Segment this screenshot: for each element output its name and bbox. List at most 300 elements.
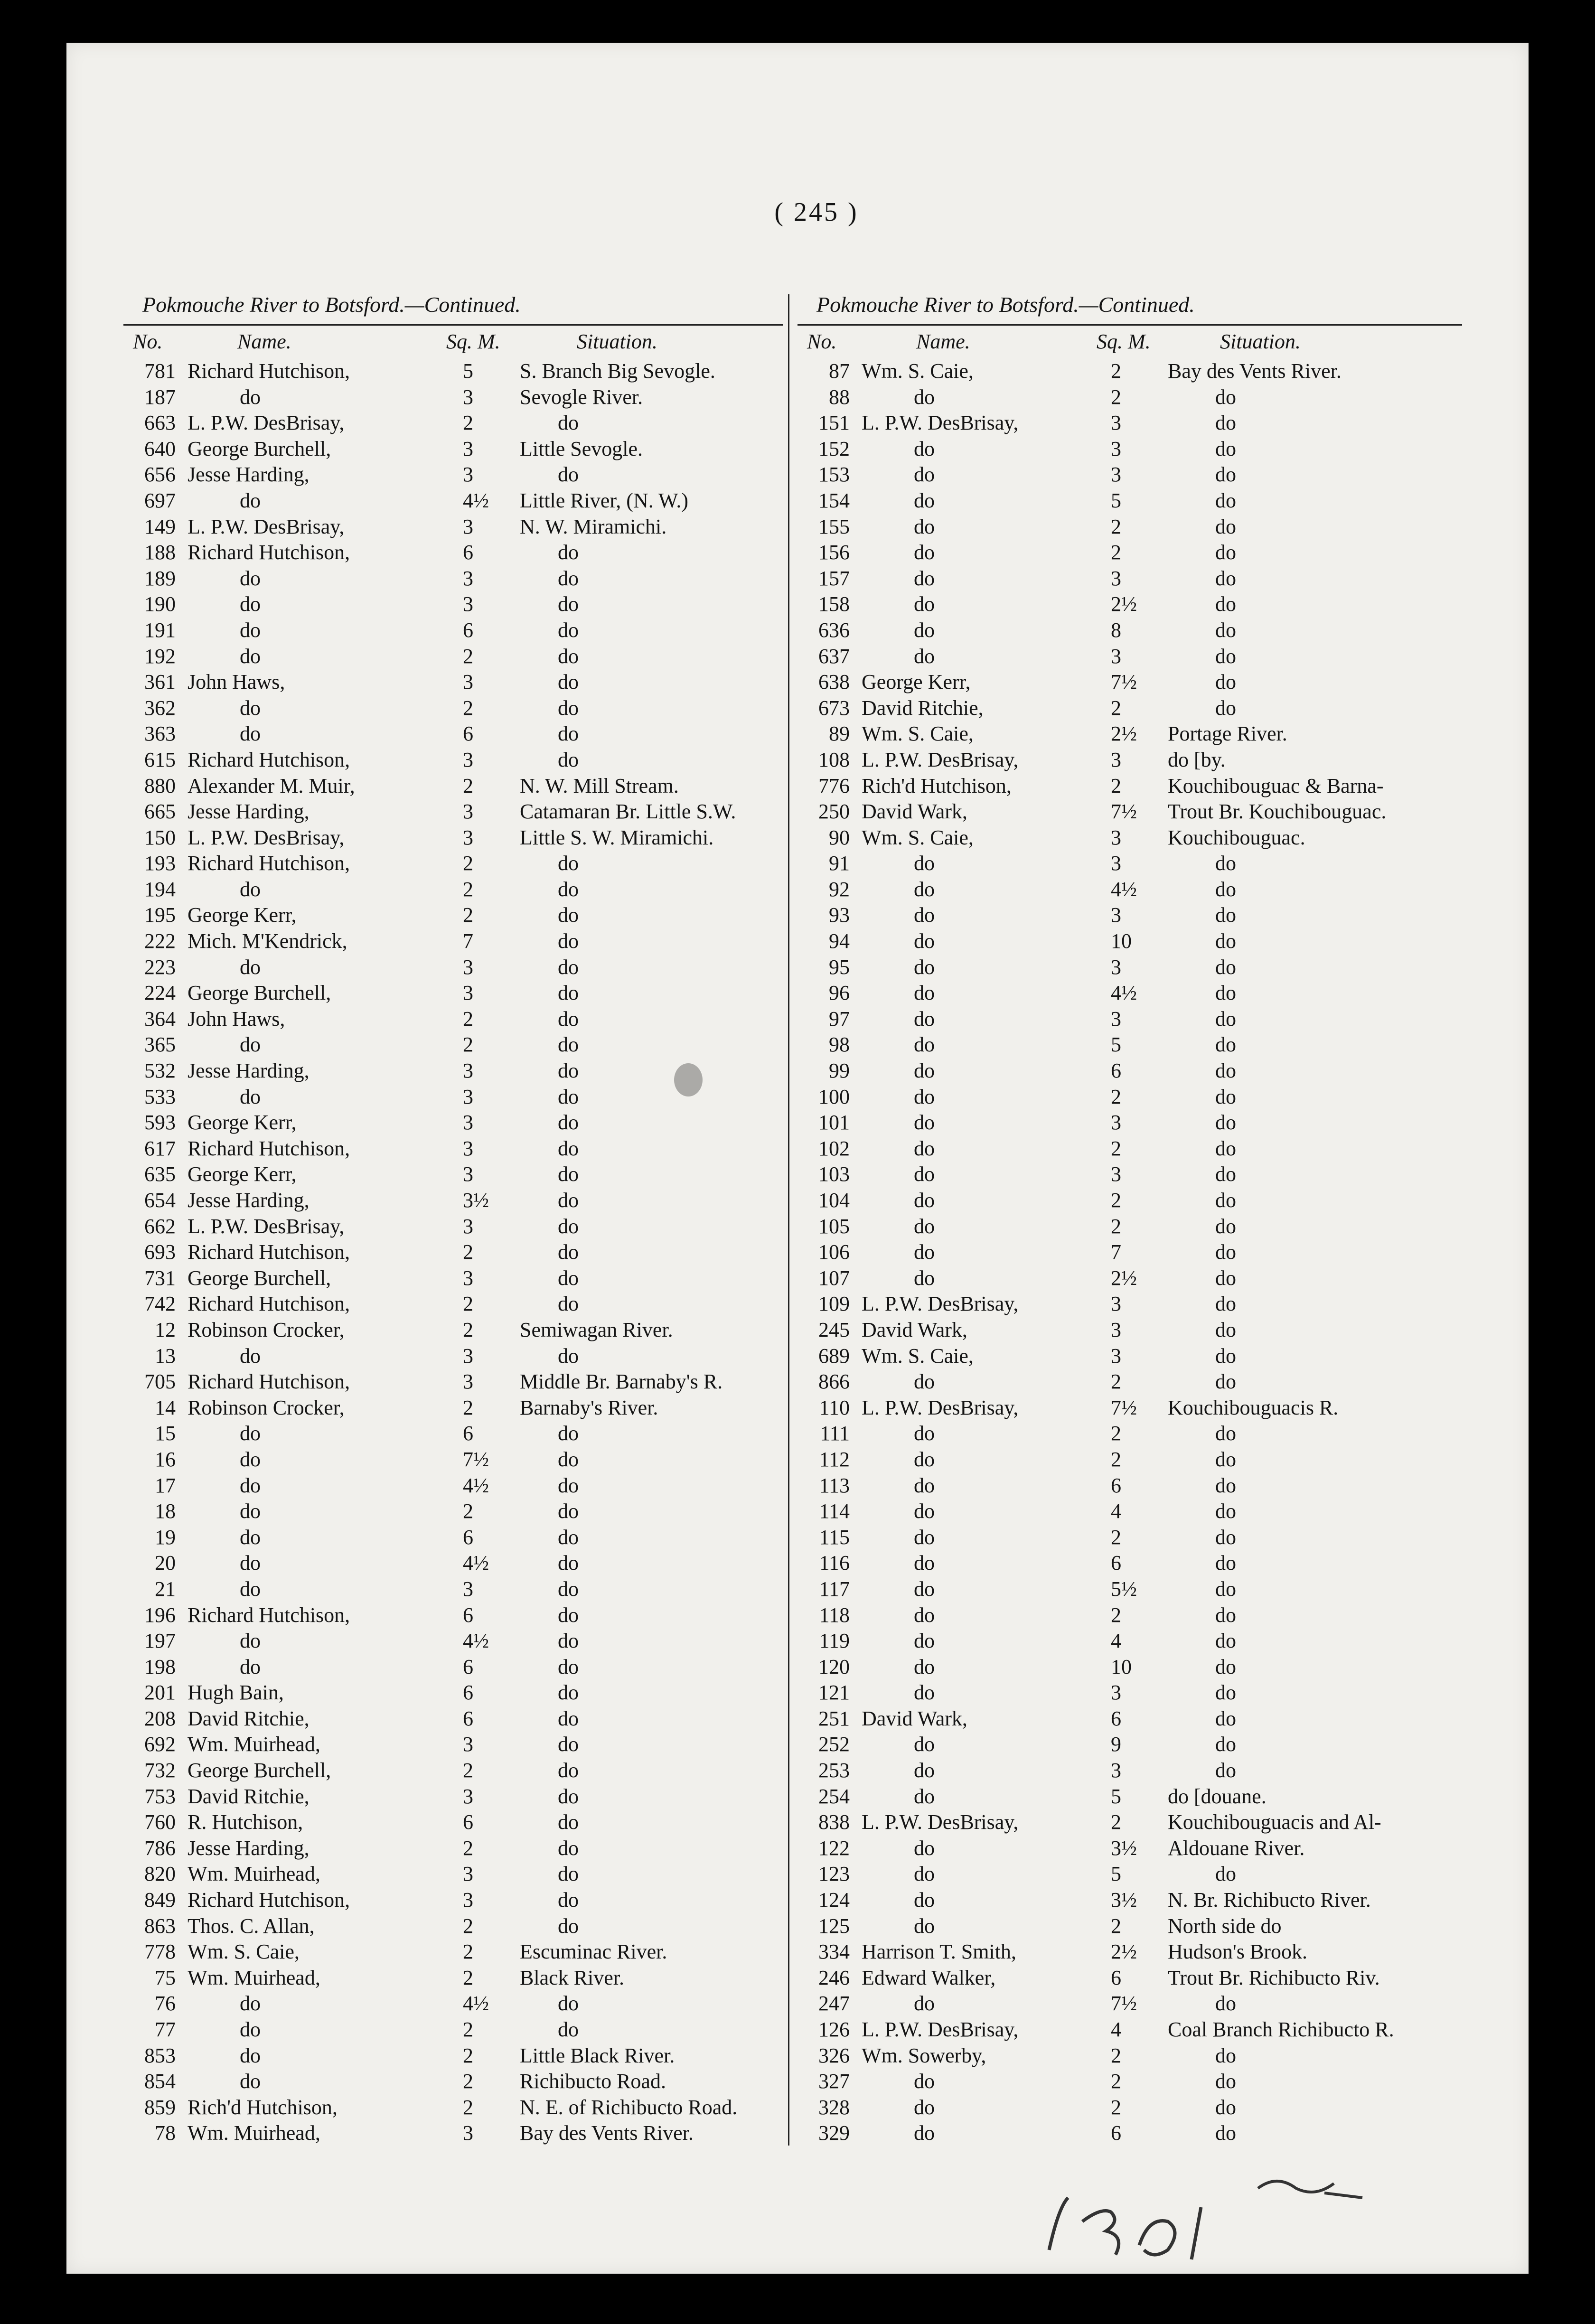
entry-sq-miles: 4½ bbox=[463, 1473, 489, 1497]
entry-name: do bbox=[914, 1473, 935, 1497]
entry-number: 250 bbox=[818, 800, 850, 824]
entry-number: 120 bbox=[818, 1655, 850, 1678]
header-situation: Situation. bbox=[1220, 330, 1301, 353]
table-row bbox=[798, 515, 1462, 541]
entry-situation: N. W. Mill Stream. bbox=[520, 774, 679, 797]
entry-name: Rich'd Hutchison, bbox=[862, 774, 1012, 797]
entry-situation: do bbox=[558, 592, 579, 616]
table-row bbox=[123, 437, 783, 463]
entry-sq-miles: 3 bbox=[463, 463, 473, 487]
entry-number: 246 bbox=[818, 1966, 850, 1989]
entry-number: 198 bbox=[144, 1655, 176, 1678]
entry-number: 731 bbox=[144, 1266, 176, 1290]
entry-sq-miles: 3 bbox=[463, 515, 473, 538]
entry-name: L. P.W. DesBrisay, bbox=[862, 1810, 1019, 1834]
entry-situation: do bbox=[558, 1733, 579, 1756]
entry-sq-miles: 2 bbox=[463, 1007, 473, 1031]
table-row bbox=[123, 592, 783, 618]
entry-number: 753 bbox=[144, 1784, 176, 1808]
entry-situation: do bbox=[558, 1111, 579, 1134]
entry-name: Alexander M. Muir, bbox=[188, 774, 355, 797]
table-row bbox=[123, 2043, 783, 2070]
entry-situation: do bbox=[1215, 1603, 1236, 1627]
entry-sq-miles: 3 bbox=[1111, 1318, 1121, 1341]
table-row bbox=[798, 1292, 1462, 1318]
entry-name: Jesse Harding, bbox=[188, 1189, 310, 1212]
entry-number: 111 bbox=[820, 1422, 850, 1445]
entry-name: do bbox=[914, 852, 935, 875]
entry-number: 880 bbox=[144, 774, 176, 797]
entry-situation: do bbox=[558, 1681, 579, 1705]
entry-name: L. P.W. DesBrisay, bbox=[188, 1214, 345, 1238]
entry-situation: do bbox=[558, 1706, 579, 1730]
entry-situation: do bbox=[1215, 644, 1236, 668]
entry-number: 21 bbox=[155, 1577, 176, 1601]
entry-situation: Richibucto Road. bbox=[520, 2070, 666, 2093]
table-row bbox=[123, 1447, 783, 1473]
entry-name: do bbox=[240, 877, 261, 901]
left-column bbox=[123, 292, 783, 2147]
entry-sq-miles: 2 bbox=[463, 2018, 473, 2041]
entry-number: 532 bbox=[144, 1059, 176, 1083]
right-column bbox=[798, 292, 1462, 2147]
entry-situation: do bbox=[558, 1603, 579, 1627]
entry-situation: Kouchibouguac & Barna- bbox=[1168, 774, 1384, 797]
entry-sq-miles: 3½ bbox=[463, 1189, 489, 1212]
table-row bbox=[798, 1447, 1462, 1473]
entry-sq-miles: 5 bbox=[1111, 488, 1121, 512]
entry-name: do bbox=[914, 566, 935, 590]
table-row bbox=[798, 1240, 1462, 1266]
entry-sq-miles: 2 bbox=[1111, 1810, 1121, 1834]
entry-sq-miles: 2 bbox=[463, 2070, 473, 2093]
entry-name: Wm. Muirhead, bbox=[188, 1966, 320, 1989]
table-row bbox=[123, 1162, 783, 1188]
left-header-row bbox=[123, 329, 783, 359]
entry-number: 193 bbox=[144, 852, 176, 875]
entry-number: 195 bbox=[144, 903, 176, 927]
table-row bbox=[798, 1966, 1462, 1992]
entry-sq-miles: 3 bbox=[1111, 825, 1121, 849]
entry-number: 197 bbox=[144, 1629, 176, 1653]
entry-name: do bbox=[914, 1111, 935, 1134]
entry-situation: do bbox=[1215, 1422, 1236, 1445]
entry-name: do bbox=[914, 1681, 935, 1705]
entry-number: 252 bbox=[818, 1733, 850, 1756]
entry-name: do bbox=[914, 1370, 935, 1394]
table-row bbox=[123, 1940, 783, 1966]
entry-name: George Kerr, bbox=[188, 903, 297, 927]
table-row bbox=[798, 2017, 1462, 2043]
table-row bbox=[798, 1032, 1462, 1059]
table-row bbox=[798, 981, 1462, 1007]
table-row bbox=[123, 1214, 783, 1240]
entry-sq-miles: 3 bbox=[463, 981, 473, 1005]
entry-situation: Sevogle River. bbox=[520, 385, 643, 409]
table-row bbox=[123, 540, 783, 566]
entry-situation: do bbox=[558, 1914, 579, 1938]
entry-situation: N. Br. Richibucto River. bbox=[1168, 1888, 1371, 1912]
table-row bbox=[123, 774, 783, 800]
entry-number: 327 bbox=[818, 2070, 850, 2093]
entry-name: do bbox=[914, 1136, 935, 1160]
table-row bbox=[123, 566, 783, 592]
entry-sq-miles: 4½ bbox=[1111, 877, 1137, 901]
entry-sq-miles: 2 bbox=[463, 1033, 473, 1057]
entry-name: do bbox=[914, 592, 935, 616]
entry-sq-miles: 3 bbox=[463, 566, 473, 590]
entry-situation: do bbox=[1215, 1447, 1236, 1471]
entry-number: 99 bbox=[829, 1059, 850, 1083]
entry-sq-miles: 4½ bbox=[1111, 981, 1137, 1005]
table-row bbox=[798, 1007, 1462, 1033]
entry-situation: do bbox=[1215, 1111, 1236, 1134]
entry-name: Richard Hutchison, bbox=[188, 748, 350, 771]
table-row bbox=[123, 1318, 783, 1344]
table-row bbox=[123, 1758, 783, 1784]
entry-name: do bbox=[240, 1085, 261, 1108]
entry-sq-miles: 3 bbox=[1111, 903, 1121, 927]
entry-sq-miles: 3 bbox=[463, 1111, 473, 1134]
entry-sq-miles: 4 bbox=[1111, 2018, 1121, 2041]
table-row bbox=[123, 722, 783, 748]
entry-sq-miles: 6 bbox=[463, 1810, 473, 1834]
entry-number: 95 bbox=[829, 955, 850, 979]
entry-number: 158 bbox=[818, 592, 850, 616]
entry-situation: do bbox=[558, 670, 579, 694]
entry-sq-miles: 2 bbox=[463, 696, 473, 720]
table-row bbox=[798, 1862, 1462, 1888]
entry-name: Jesse Harding, bbox=[188, 1059, 310, 1083]
entry-name: George Burchell, bbox=[188, 437, 331, 460]
entry-sq-miles: 2 bbox=[463, 1940, 473, 1964]
entry-sq-miles: 2 bbox=[1111, 1603, 1121, 1627]
entry-name: L. P.W. DesBrisay, bbox=[862, 748, 1019, 771]
entry-name: do bbox=[914, 1033, 935, 1057]
entry-name: Wm. S. Caie, bbox=[862, 1344, 974, 1368]
entry-sq-miles: 3 bbox=[463, 437, 473, 460]
entry-sq-miles: 2½ bbox=[1111, 722, 1137, 746]
entry-name: do bbox=[914, 1162, 935, 1186]
entry-sq-miles: 2 bbox=[1111, 1370, 1121, 1394]
entry-sq-miles: 6 bbox=[463, 618, 473, 642]
entry-number: 125 bbox=[818, 1914, 850, 1938]
entry-sq-miles: 3 bbox=[463, 1888, 473, 1912]
entry-number: 13 bbox=[155, 1344, 176, 1368]
entry-situation: do bbox=[1215, 1733, 1236, 1756]
entry-name: do bbox=[240, 566, 261, 590]
entry-number: 17 bbox=[155, 1473, 176, 1497]
table-row bbox=[123, 1810, 783, 1836]
table-row bbox=[798, 411, 1462, 437]
entry-sq-miles: 2 bbox=[463, 852, 473, 875]
entry-sq-miles: 6 bbox=[1111, 1059, 1121, 1083]
entry-situation: do bbox=[1215, 1681, 1236, 1705]
entry-name: Wm. Muirhead, bbox=[188, 2121, 320, 2145]
entry-sq-miles: 2 bbox=[463, 2043, 473, 2067]
table-row bbox=[798, 1110, 1462, 1136]
entry-number: 96 bbox=[829, 981, 850, 1005]
table-row bbox=[123, 1551, 783, 1577]
entry-situation: S. Branch Big Sevogle. bbox=[520, 359, 715, 383]
table-row bbox=[798, 2069, 1462, 2095]
entry-number: 253 bbox=[818, 1759, 850, 1782]
entry-number: 112 bbox=[819, 1447, 850, 1471]
entry-sq-miles: 2 bbox=[463, 644, 473, 668]
entry-situation: do bbox=[558, 1189, 579, 1212]
header-name: Name. bbox=[916, 330, 970, 353]
table-row bbox=[798, 644, 1462, 670]
entry-name: George Burchell, bbox=[188, 981, 331, 1005]
table-row bbox=[798, 1085, 1462, 1111]
table-row bbox=[123, 1706, 783, 1733]
entry-situation: do bbox=[558, 1499, 579, 1523]
entry-situation: do bbox=[1215, 541, 1236, 564]
table-row bbox=[123, 411, 783, 437]
entry-sq-miles: 2 bbox=[1111, 1914, 1121, 1938]
entry-name: do bbox=[240, 1033, 261, 1057]
entry-situation: do bbox=[558, 903, 579, 927]
entry-name: George Kerr, bbox=[188, 1162, 297, 1186]
entry-name: Richard Hutchison, bbox=[188, 359, 350, 383]
entry-situation: do bbox=[1215, 1136, 1236, 1160]
entry-sq-miles: 5 bbox=[463, 359, 473, 383]
entry-name: Wm. Sowerby, bbox=[862, 2043, 986, 2067]
entry-name: Robinson Crocker, bbox=[188, 1396, 345, 1419]
entry-number: 20 bbox=[155, 1551, 176, 1575]
entry-number: 863 bbox=[144, 1914, 176, 1938]
table-row bbox=[123, 2095, 783, 2121]
header-name: Name. bbox=[237, 330, 291, 353]
entry-sq-miles: 3 bbox=[1111, 1681, 1121, 1705]
entry-number: 365 bbox=[144, 1033, 176, 1057]
entry-situation: do bbox=[558, 852, 579, 875]
entry-situation: do bbox=[1215, 2095, 1236, 2119]
entry-number: 654 bbox=[144, 1189, 176, 1212]
entry-name: do bbox=[240, 2018, 261, 2041]
entry-name: do bbox=[914, 1240, 935, 1264]
entry-sq-miles: 3 bbox=[1111, 463, 1121, 487]
entry-number: 115 bbox=[819, 1525, 850, 1549]
entry-name: do bbox=[914, 929, 935, 953]
entry-number: 617 bbox=[144, 1136, 176, 1160]
entry-sq-miles: 6 bbox=[1111, 1551, 1121, 1575]
entry-situation: do bbox=[1215, 1240, 1236, 1264]
entry-sq-miles: 7½ bbox=[1111, 670, 1137, 694]
entry-number: 77 bbox=[155, 2018, 176, 2041]
entry-name: do bbox=[240, 1551, 261, 1575]
entry-name: Richard Hutchison, bbox=[188, 852, 350, 875]
entry-situation: Little Black River. bbox=[520, 2043, 675, 2067]
entry-sq-miles: 6 bbox=[463, 1681, 473, 1705]
entry-situation: Escuminac River. bbox=[520, 1940, 667, 1964]
entry-number: 15 bbox=[155, 1422, 176, 1445]
entry-situation: do bbox=[1215, 488, 1236, 512]
entry-number: 866 bbox=[818, 1370, 850, 1394]
entry-sq-miles: 2 bbox=[463, 1292, 473, 1316]
entry-number: 361 bbox=[144, 670, 176, 694]
entry-situation: do bbox=[558, 2018, 579, 2041]
entry-sq-miles: 7 bbox=[463, 929, 473, 953]
entry-situation: do bbox=[1215, 1059, 1236, 1083]
entry-sq-miles: 2 bbox=[1111, 541, 1121, 564]
entry-situation: do bbox=[1215, 411, 1236, 435]
entry-number: 251 bbox=[818, 1706, 850, 1730]
entry-name: do bbox=[914, 1266, 935, 1290]
table-row bbox=[123, 2121, 783, 2147]
entry-sq-miles: 3 bbox=[1111, 748, 1121, 771]
entry-sq-miles: 3 bbox=[1111, 955, 1121, 979]
entry-sq-miles: 2 bbox=[463, 1499, 473, 1523]
table-row bbox=[798, 618, 1462, 644]
entry-sq-miles: 3 bbox=[463, 385, 473, 409]
entry-sq-miles: 2 bbox=[463, 411, 473, 435]
entry-sq-miles: 6 bbox=[1111, 1473, 1121, 1497]
entry-sq-miles: 3 bbox=[463, 1085, 473, 1108]
entry-sq-miles: 2 bbox=[463, 903, 473, 927]
entry-situation: do bbox=[558, 1344, 579, 1368]
header-rule bbox=[123, 324, 783, 326]
entry-number: 201 bbox=[144, 1681, 176, 1705]
table-row bbox=[123, 1421, 783, 1447]
entry-situation: do bbox=[1215, 852, 1236, 875]
entry-situation: Kouchibouguac. bbox=[1168, 825, 1305, 849]
table-row bbox=[798, 1732, 1462, 1758]
table-row bbox=[798, 1214, 1462, 1240]
entry-situation: do bbox=[558, 541, 579, 564]
entry-situation: do bbox=[558, 1888, 579, 1912]
entry-situation: do bbox=[558, 644, 579, 668]
entry-name: do bbox=[240, 1344, 261, 1368]
header-sq-m: Sq. M. bbox=[446, 330, 500, 353]
entry-number: 189 bbox=[144, 566, 176, 590]
entry-number: 196 bbox=[144, 1603, 176, 1627]
entry-number: 849 bbox=[144, 1888, 176, 1912]
entry-sq-miles: 3 bbox=[463, 2121, 473, 2145]
table-row bbox=[798, 1680, 1462, 1706]
entry-number: 363 bbox=[144, 722, 176, 746]
entry-sq-miles: 4½ bbox=[463, 1629, 489, 1653]
entry-name: do bbox=[914, 644, 935, 668]
entry-name: Richard Hutchison, bbox=[188, 1603, 350, 1627]
entry-sq-miles: 4½ bbox=[463, 1992, 489, 2015]
entry-number: 89 bbox=[829, 722, 850, 746]
header-no: No. bbox=[807, 330, 837, 353]
entry-name: do bbox=[240, 1422, 261, 1445]
table-row bbox=[798, 2095, 1462, 2121]
entry-name: John Haws, bbox=[188, 1007, 285, 1031]
entry-sq-miles: 3 bbox=[463, 1059, 473, 1083]
table-row bbox=[798, 1810, 1462, 1836]
table-row bbox=[123, 618, 783, 644]
entry-number: 191 bbox=[144, 618, 176, 642]
entry-number: 157 bbox=[818, 566, 850, 590]
entry-situation: do bbox=[1215, 1706, 1236, 1730]
entry-number: 689 bbox=[818, 1344, 850, 1368]
entry-situation: do bbox=[1215, 1344, 1236, 1368]
table-row bbox=[123, 1862, 783, 1888]
entry-name: Thos. C. Allan, bbox=[188, 1914, 315, 1938]
table-row bbox=[123, 385, 783, 411]
entry-situation: do bbox=[1215, 1370, 1236, 1394]
entry-number: 364 bbox=[144, 1007, 176, 1031]
entry-situation: do bbox=[558, 411, 579, 435]
table-row bbox=[798, 1836, 1462, 1862]
entry-situation: do bbox=[558, 981, 579, 1005]
entry-sq-miles: 3½ bbox=[1111, 1836, 1137, 1860]
entry-number: 102 bbox=[818, 1136, 850, 1160]
entry-name: L. P.W. DesBrisay, bbox=[862, 2018, 1019, 2041]
entry-number: 104 bbox=[818, 1189, 850, 1212]
entry-situation: Little River, (N. W.) bbox=[520, 488, 689, 512]
entry-sq-miles: 4 bbox=[1111, 1629, 1121, 1653]
entry-situation: Trout Br. Kouchibouguac. bbox=[1168, 800, 1387, 824]
entry-number: 635 bbox=[144, 1162, 176, 1186]
entry-name: do bbox=[914, 2121, 935, 2145]
entry-number: 19 bbox=[155, 1525, 176, 1549]
entry-situation: do bbox=[558, 618, 579, 642]
table-row bbox=[123, 1499, 783, 1525]
table-row bbox=[123, 696, 783, 722]
entry-situation: do bbox=[558, 1784, 579, 1808]
table-row bbox=[798, 1758, 1462, 1784]
entry-sq-miles: 6 bbox=[1111, 1706, 1121, 1730]
entry-situation: do bbox=[1215, 1551, 1236, 1575]
entry-sq-miles: 3 bbox=[1111, 1344, 1121, 1368]
entry-number: 87 bbox=[829, 359, 850, 383]
table-row bbox=[798, 359, 1462, 385]
entry-name: do bbox=[914, 1577, 935, 1601]
table-row bbox=[123, 748, 783, 774]
entry-situation: do bbox=[558, 1033, 579, 1057]
entry-name: George Kerr, bbox=[188, 1111, 297, 1134]
entry-sq-miles: 3 bbox=[463, 825, 473, 849]
entry-situation: do bbox=[1215, 1759, 1236, 1782]
entry-situation: do bbox=[1215, 1214, 1236, 1238]
entry-situation: do bbox=[558, 1422, 579, 1445]
entry-name: Harrison T. Smith, bbox=[862, 1940, 1016, 1964]
entry-name: Richard Hutchison, bbox=[188, 1370, 350, 1394]
entry-number: 838 bbox=[818, 1810, 850, 1834]
entry-situation: do bbox=[558, 1655, 579, 1678]
entry-name: do bbox=[914, 463, 935, 487]
entry-situation: do bbox=[1215, 929, 1236, 953]
entry-situation: do bbox=[558, 1577, 579, 1601]
entry-situation: do bbox=[1215, 1189, 1236, 1212]
entry-situation: do bbox=[1215, 2121, 1236, 2145]
table-row bbox=[798, 877, 1462, 903]
entry-sq-miles: 10 bbox=[1111, 929, 1132, 953]
entry-number: 638 bbox=[818, 670, 850, 694]
table-row bbox=[123, 1188, 783, 1214]
entry-sq-miles: 2 bbox=[1111, 1136, 1121, 1160]
entry-number: 194 bbox=[144, 877, 176, 901]
table-row bbox=[798, 1162, 1462, 1188]
entry-sq-miles: 3 bbox=[1111, 1292, 1121, 1316]
entry-situation: Kouchibouguacis R. bbox=[1168, 1396, 1339, 1419]
entry-sq-miles: 7½ bbox=[463, 1447, 489, 1471]
table-row bbox=[798, 1551, 1462, 1577]
entry-situation: do bbox=[1215, 1473, 1236, 1497]
entry-number: 637 bbox=[818, 644, 850, 668]
table-row bbox=[798, 1655, 1462, 1681]
entry-sq-miles: 3 bbox=[463, 955, 473, 979]
entry-situation: do bbox=[558, 1525, 579, 1549]
table-row bbox=[798, 2043, 1462, 2070]
entry-situation: do bbox=[558, 722, 579, 746]
entry-situation: do bbox=[1215, 981, 1236, 1005]
entry-number: 124 bbox=[818, 1888, 850, 1912]
